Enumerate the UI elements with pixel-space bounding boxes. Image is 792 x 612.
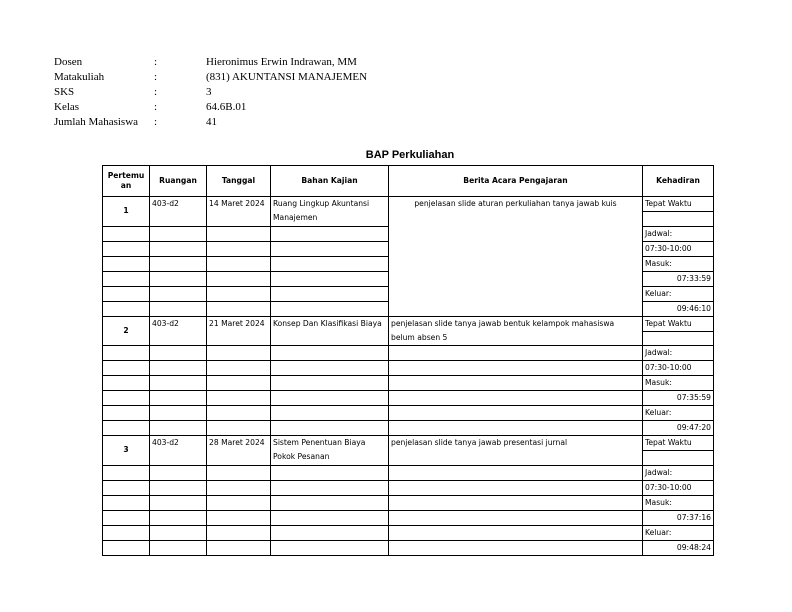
header-ruangan: Ruangan — [150, 166, 207, 197]
table-row — [103, 406, 714, 421]
info-value: 41 — [206, 116, 217, 128]
info-colon: : — [154, 71, 158, 83]
empty-cell — [103, 241, 150, 256]
empty-cell — [207, 525, 271, 540]
info-value: (831) AKUNTANSI MANAJEMEN — [206, 71, 368, 83]
empty-cell — [103, 226, 150, 241]
empty-cell — [207, 465, 271, 480]
info-value: 64.6B.01 — [206, 101, 247, 113]
session-ruangan: 403-d2 — [150, 197, 207, 227]
table-row — [103, 361, 714, 376]
keluar-value: 09:48:24 — [643, 540, 714, 555]
session-berita: penjelasan slide tanya jawab bentuk kelampok mahasiswa belum absen 5 — [389, 316, 643, 346]
masuk-label: Masuk: — [643, 376, 714, 391]
empty-cell — [207, 480, 271, 495]
empty-cell — [150, 495, 207, 510]
table-row — [103, 495, 714, 510]
empty-cell — [103, 256, 150, 271]
empty-cell — [103, 495, 150, 510]
session-bahan: Ruang Lingkup Akuntansi Manajemen — [271, 197, 389, 227]
empty-cell — [150, 256, 207, 271]
empty-cell — [103, 361, 150, 376]
info-value: Hieronimus Erwin Indrawan, MM — [206, 56, 357, 68]
empty-cell — [271, 376, 389, 391]
header-row — [103, 166, 714, 197]
masuk-label: Masuk: — [643, 495, 714, 510]
keluar-label: Keluar: — [643, 286, 714, 301]
info-label: SKS — [54, 86, 75, 98]
keluar-value: 09:47:20 — [643, 421, 714, 436]
empty-cell — [150, 271, 207, 286]
empty-cell — [389, 480, 643, 495]
empty-cell — [389, 376, 643, 391]
table-row — [103, 525, 714, 540]
empty-cell — [271, 510, 389, 525]
empty-cell — [271, 301, 389, 316]
jadwal-value: 07:30-10:00 — [643, 241, 714, 256]
empty-cell — [103, 406, 150, 421]
empty-cell — [150, 226, 207, 241]
empty-cell — [389, 361, 643, 376]
jadwal-label: Jadwal: — [643, 226, 714, 241]
empty-cell — [150, 361, 207, 376]
session-status: Tepat Waktu — [643, 316, 714, 331]
empty-cell — [150, 421, 207, 436]
empty-cell — [103, 510, 150, 525]
empty-cell — [103, 346, 150, 361]
empty-cell — [150, 540, 207, 555]
table-row — [103, 421, 714, 436]
empty-cell — [271, 406, 389, 421]
header-pertemuan: Pertemu an — [103, 166, 150, 197]
info-label: Kelas — [54, 101, 80, 113]
session-number: 3 — [103, 436, 150, 466]
empty-cell — [150, 301, 207, 316]
empty-cell — [207, 241, 271, 256]
info-value: 3 — [206, 86, 212, 98]
empty-cell — [271, 346, 389, 361]
empty-cell — [389, 495, 643, 510]
empty-cell — [103, 465, 150, 480]
empty-cell — [389, 421, 643, 436]
empty-cell — [271, 421, 389, 436]
empty-cell — [150, 525, 207, 540]
table-row — [103, 480, 714, 495]
empty-cell — [207, 346, 271, 361]
info-label: Jumlah Mahasiswa — [54, 116, 139, 128]
empty-cell — [207, 226, 271, 241]
jadwal-value: 07:30-10:00 — [643, 361, 714, 376]
empty-cell — [103, 525, 150, 540]
jadwal-label: Jadwal: — [643, 465, 714, 480]
session-tanggal: 28 Maret 2024 — [207, 436, 271, 466]
empty-cell — [389, 346, 643, 361]
table-row — [103, 376, 714, 391]
session-row — [103, 316, 714, 331]
empty-cell — [207, 510, 271, 525]
info-label: Dosen — [54, 56, 83, 68]
empty-cell — [643, 451, 714, 466]
masuk-value: 07:33:59 — [643, 271, 714, 286]
session-row — [103, 436, 714, 451]
session-ruangan: 403-d2 — [150, 436, 207, 466]
jadwal-value: 07:30-10:00 — [643, 480, 714, 495]
empty-cell — [271, 465, 389, 480]
empty-cell — [207, 406, 271, 421]
session-status: Tepat Waktu — [643, 436, 714, 451]
empty-cell — [271, 241, 389, 256]
empty-cell — [271, 271, 389, 286]
empty-cell — [103, 301, 150, 316]
header-berita: Berita Acara Pengajaran — [389, 166, 643, 197]
empty-cell — [150, 391, 207, 406]
session-number: 1 — [103, 197, 150, 227]
header-bahan: Bahan Kajian — [271, 166, 389, 197]
session-tanggal: 21 Maret 2024 — [207, 316, 271, 346]
empty-cell — [271, 540, 389, 555]
masuk-value: 07:37:16 — [643, 510, 714, 525]
session-tanggal: 14 Maret 2024 — [207, 197, 271, 227]
empty-cell — [103, 271, 150, 286]
empty-cell — [389, 525, 643, 540]
empty-cell — [103, 421, 150, 436]
empty-cell — [271, 226, 389, 241]
empty-cell — [389, 540, 643, 555]
empty-cell — [271, 480, 389, 495]
empty-cell — [389, 465, 643, 480]
header-tanggal: Tanggal — [207, 166, 271, 197]
empty-cell — [150, 406, 207, 421]
empty-cell — [271, 286, 389, 301]
empty-cell — [271, 256, 389, 271]
table-row — [103, 346, 714, 361]
table-row — [103, 510, 714, 525]
empty-cell — [150, 241, 207, 256]
keluar-value: 09:46:10 — [643, 301, 714, 316]
jadwal-label: Jadwal: — [643, 346, 714, 361]
info-label: Matakuliah — [54, 71, 105, 83]
empty-cell — [207, 301, 271, 316]
empty-cell — [271, 525, 389, 540]
table-row — [103, 540, 714, 555]
empty-cell — [150, 376, 207, 391]
empty-cell — [150, 510, 207, 525]
masuk-label: Masuk: — [643, 256, 714, 271]
info-colon: : — [154, 56, 158, 68]
session-status: Tepat Waktu — [643, 197, 714, 212]
session-row — [103, 197, 714, 212]
empty-cell — [150, 480, 207, 495]
keluar-label: Keluar: — [643, 525, 714, 540]
keluar-label: Keluar: — [643, 406, 714, 421]
session-bahan: Sistem Penentuan Biaya Pokok Pesanan — [271, 436, 389, 466]
session-berita: penjelasan slide tanya jawab presentasi jurnal — [389, 436, 643, 466]
empty-cell — [271, 495, 389, 510]
empty-cell — [103, 540, 150, 555]
info-colon: : — [154, 116, 158, 128]
empty-cell — [643, 331, 714, 346]
table-row — [103, 465, 714, 480]
masuk-value: 07:35:59 — [643, 391, 714, 406]
empty-cell — [150, 346, 207, 361]
empty-cell — [207, 540, 271, 555]
empty-cell — [207, 376, 271, 391]
table-row — [103, 391, 714, 406]
empty-cell — [389, 510, 643, 525]
empty-cell — [207, 361, 271, 376]
empty-cell — [150, 465, 207, 480]
empty-cell — [207, 286, 271, 301]
session-bahan: Konsep Dan Klasifikasi Biaya — [271, 316, 389, 346]
empty-cell — [150, 286, 207, 301]
session-berita: penjelasan slide aturan perkuliahan tanya jawab kuis — [389, 197, 643, 317]
empty-cell — [643, 212, 714, 227]
empty-cell — [207, 256, 271, 271]
empty-cell — [207, 421, 271, 436]
empty-cell — [207, 271, 271, 286]
empty-cell — [271, 361, 389, 376]
info-colon: : — [154, 101, 158, 113]
session-ruangan: 403-d2 — [150, 316, 207, 346]
empty-cell — [103, 391, 150, 406]
bap-table — [102, 165, 714, 556]
empty-cell — [103, 376, 150, 391]
empty-cell — [271, 391, 389, 406]
session-number: 2 — [103, 316, 150, 346]
table-title: BAP Perkuliahan — [365, 149, 455, 161]
header-kehadiran: Kehadiran — [643, 166, 714, 197]
info-colon: : — [154, 86, 158, 98]
empty-cell — [103, 286, 150, 301]
empty-cell — [103, 480, 150, 495]
empty-cell — [207, 391, 271, 406]
empty-cell — [389, 406, 643, 421]
empty-cell — [207, 495, 271, 510]
empty-cell — [389, 391, 643, 406]
